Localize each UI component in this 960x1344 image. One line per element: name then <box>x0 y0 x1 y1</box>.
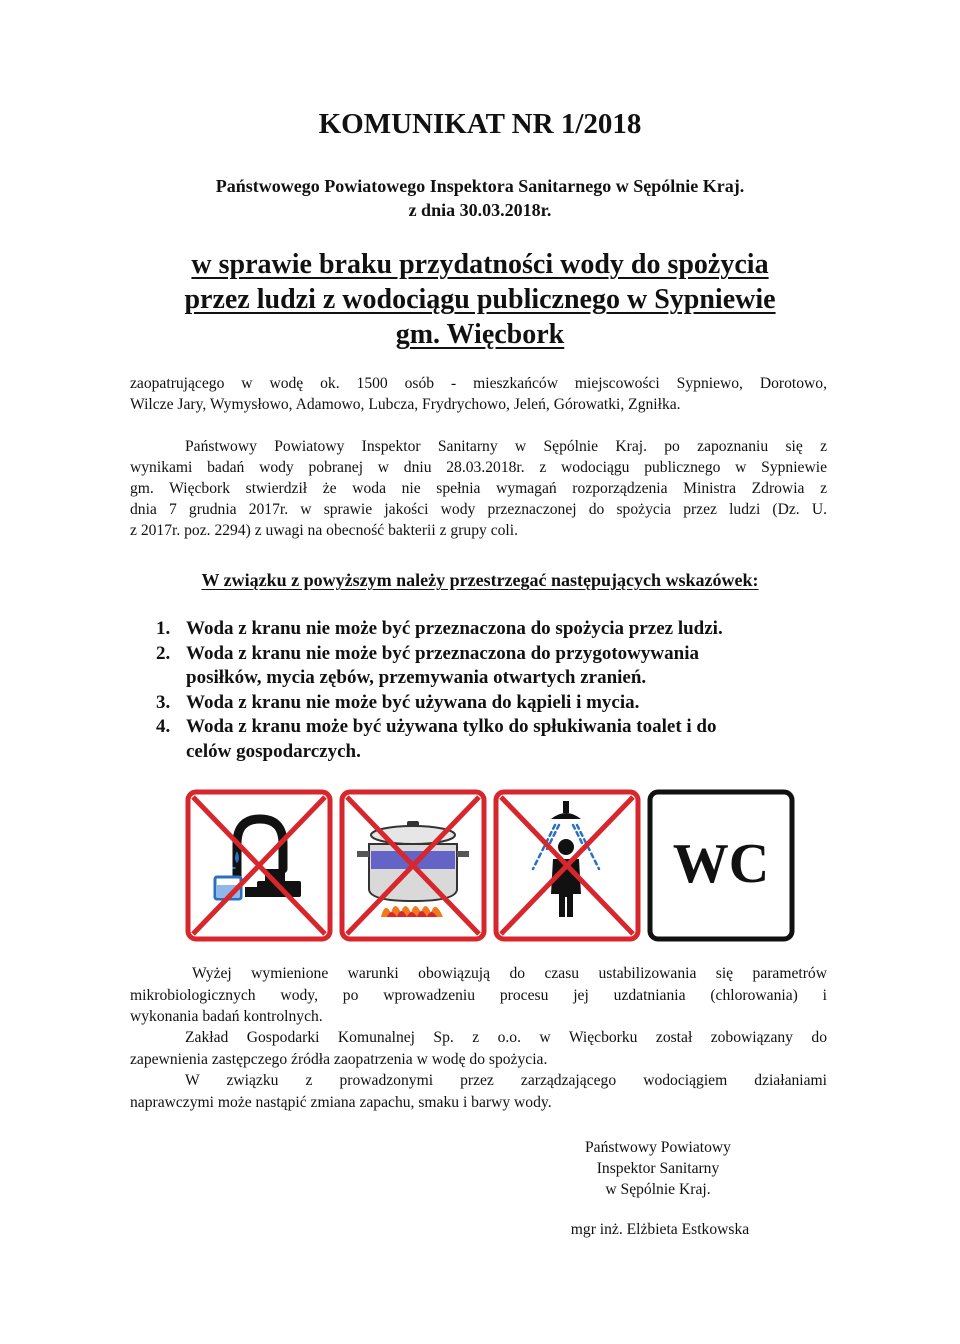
findings-line: Państwowy Powiatowy Inspektor Sanitarny w Sępólnie Kraj. po zapoznaniu się z <box>185 438 827 455</box>
supply-line: Wilcze Jary, Wymysłowo, Adamowo, Lubcza, Frydrychowo, Jeleń, Górowatki, Zgniłka. <box>130 396 681 413</box>
list-item-text: Woda z kranu nie może być przeznaczona do przygotowywania <box>186 642 699 664</box>
wc-icon <box>647 789 795 942</box>
no-drinking-icon <box>185 789 333 942</box>
findings-line: dnia 7 grudnia 2017r. w sprawie jakości wody przeznaczonej do spożycia przez ludzi (Dz. U. <box>130 501 827 518</box>
no-cooking-icon <box>339 789 487 942</box>
issuer-block <box>0 174 960 222</box>
subject-line-1: w sprawie braku przydatności wody do spożycia <box>191 249 769 280</box>
validity-line: mikrobiologicznych wody, po wprowadzeniu procesu jej uzdatniania (chlorowania) i <box>130 986 827 1004</box>
validity-line: wykonania badań kontrolnych. <box>130 1008 323 1025</box>
signature-block <box>558 1137 758 1200</box>
signature-title-line: w Sępólnie Kraj. <box>605 1181 711 1198</box>
signature-title-line: Państwowy Powiatowy <box>585 1139 731 1156</box>
list-item-number: 2. <box>156 642 171 664</box>
list-item-text: celów gospodarczych. <box>186 740 361 762</box>
list-item-text: Woda z kranu może być używana tylko do spłukiwania toalet i do <box>186 716 717 737</box>
list-item-text: Woda z kranu nie może być przeznaczona do spożycia przez ludzi. <box>186 618 723 639</box>
list-item-number: 1. <box>156 618 171 639</box>
replacement-line: Zakład Gospodarki Komunalnej Sp. z o.o. w Więcborku został zobowiązany do <box>185 1029 827 1046</box>
supply-line: zaopatrującego w wodę ok. 1500 osób - mieszkańców miejscowości Sypniewo, Dorotowo, <box>130 375 827 392</box>
subject-line-3: gm. Więcbork <box>395 319 565 350</box>
list-item-number: 4. <box>156 716 171 737</box>
list-item-text: posiłków, mycia zębów, przemywania otwartych zranień. <box>186 667 647 688</box>
list-item-text: Woda z kranu nie może być używana do kąpieli i mycia. <box>186 691 640 713</box>
findings-line: wynikami badań wody pobranej w dniu 28.03.2018r. z wodociągu publicznego w Sypniewie <box>130 459 827 476</box>
instructions-list <box>150 617 830 764</box>
list-item <box>150 715 830 764</box>
replacement-line: zapewnienia zastępczego źródła zaopatrzenia w wodę do spożycia. <box>130 1050 548 1068</box>
subject-heading <box>0 247 960 352</box>
findings-paragraph <box>130 436 827 541</box>
replacement-source-paragraph <box>130 1027 827 1070</box>
instructions-heading: W związku z powyższym należy przestrzegać następujących wskazówek: <box>201 570 759 590</box>
repair-notice-paragraph <box>130 1070 827 1113</box>
issue-date: z dnia 30.03.2018r. <box>408 200 552 220</box>
no-shower-icon <box>493 789 641 942</box>
list-item-number: 3. <box>156 691 171 713</box>
pictogram-row <box>185 789 800 944</box>
repair-line: W związku z prowadzonymi przez zarządzającego wodociągiem działaniami <box>185 1072 827 1089</box>
findings-line: gm. Więcbork stwierdził że woda nie spełnia wymagań rozporządzenia Ministra Zdrowia z <box>130 480 827 497</box>
supply-paragraph <box>130 373 827 415</box>
list-item <box>150 642 830 691</box>
repair-line: naprawczymi może nastąpić zmiana zapachu, smaku i barwy wody. <box>130 1093 552 1111</box>
subject-line-2: przez ludzi z wodociągu publicznego w Sypniewie <box>184 284 776 315</box>
findings-line: z 2017r. poz. 2294) z uwagi na obecność bakterii z grupy coli. <box>130 522 518 539</box>
list-item <box>150 691 830 716</box>
document-title: KOMUNIKAT NR 1/2018 <box>318 108 642 140</box>
list-item <box>150 617 830 642</box>
validity-paragraph <box>130 963 827 1028</box>
wc-label: WC <box>672 833 770 895</box>
issuer-name: Państwowego Powiatowego Inspektora Sanitarnego w Sępólnie Kraj. <box>215 176 745 196</box>
validity-line: Wyżej wymienione warunki obowiązują do czasu ustabilizowania się parametrów <box>192 965 827 982</box>
signer-name: mgr inż. Elżbieta Estkowska <box>570 1221 750 1238</box>
signature-title-line: Inspektor Sanitarny <box>596 1160 720 1177</box>
